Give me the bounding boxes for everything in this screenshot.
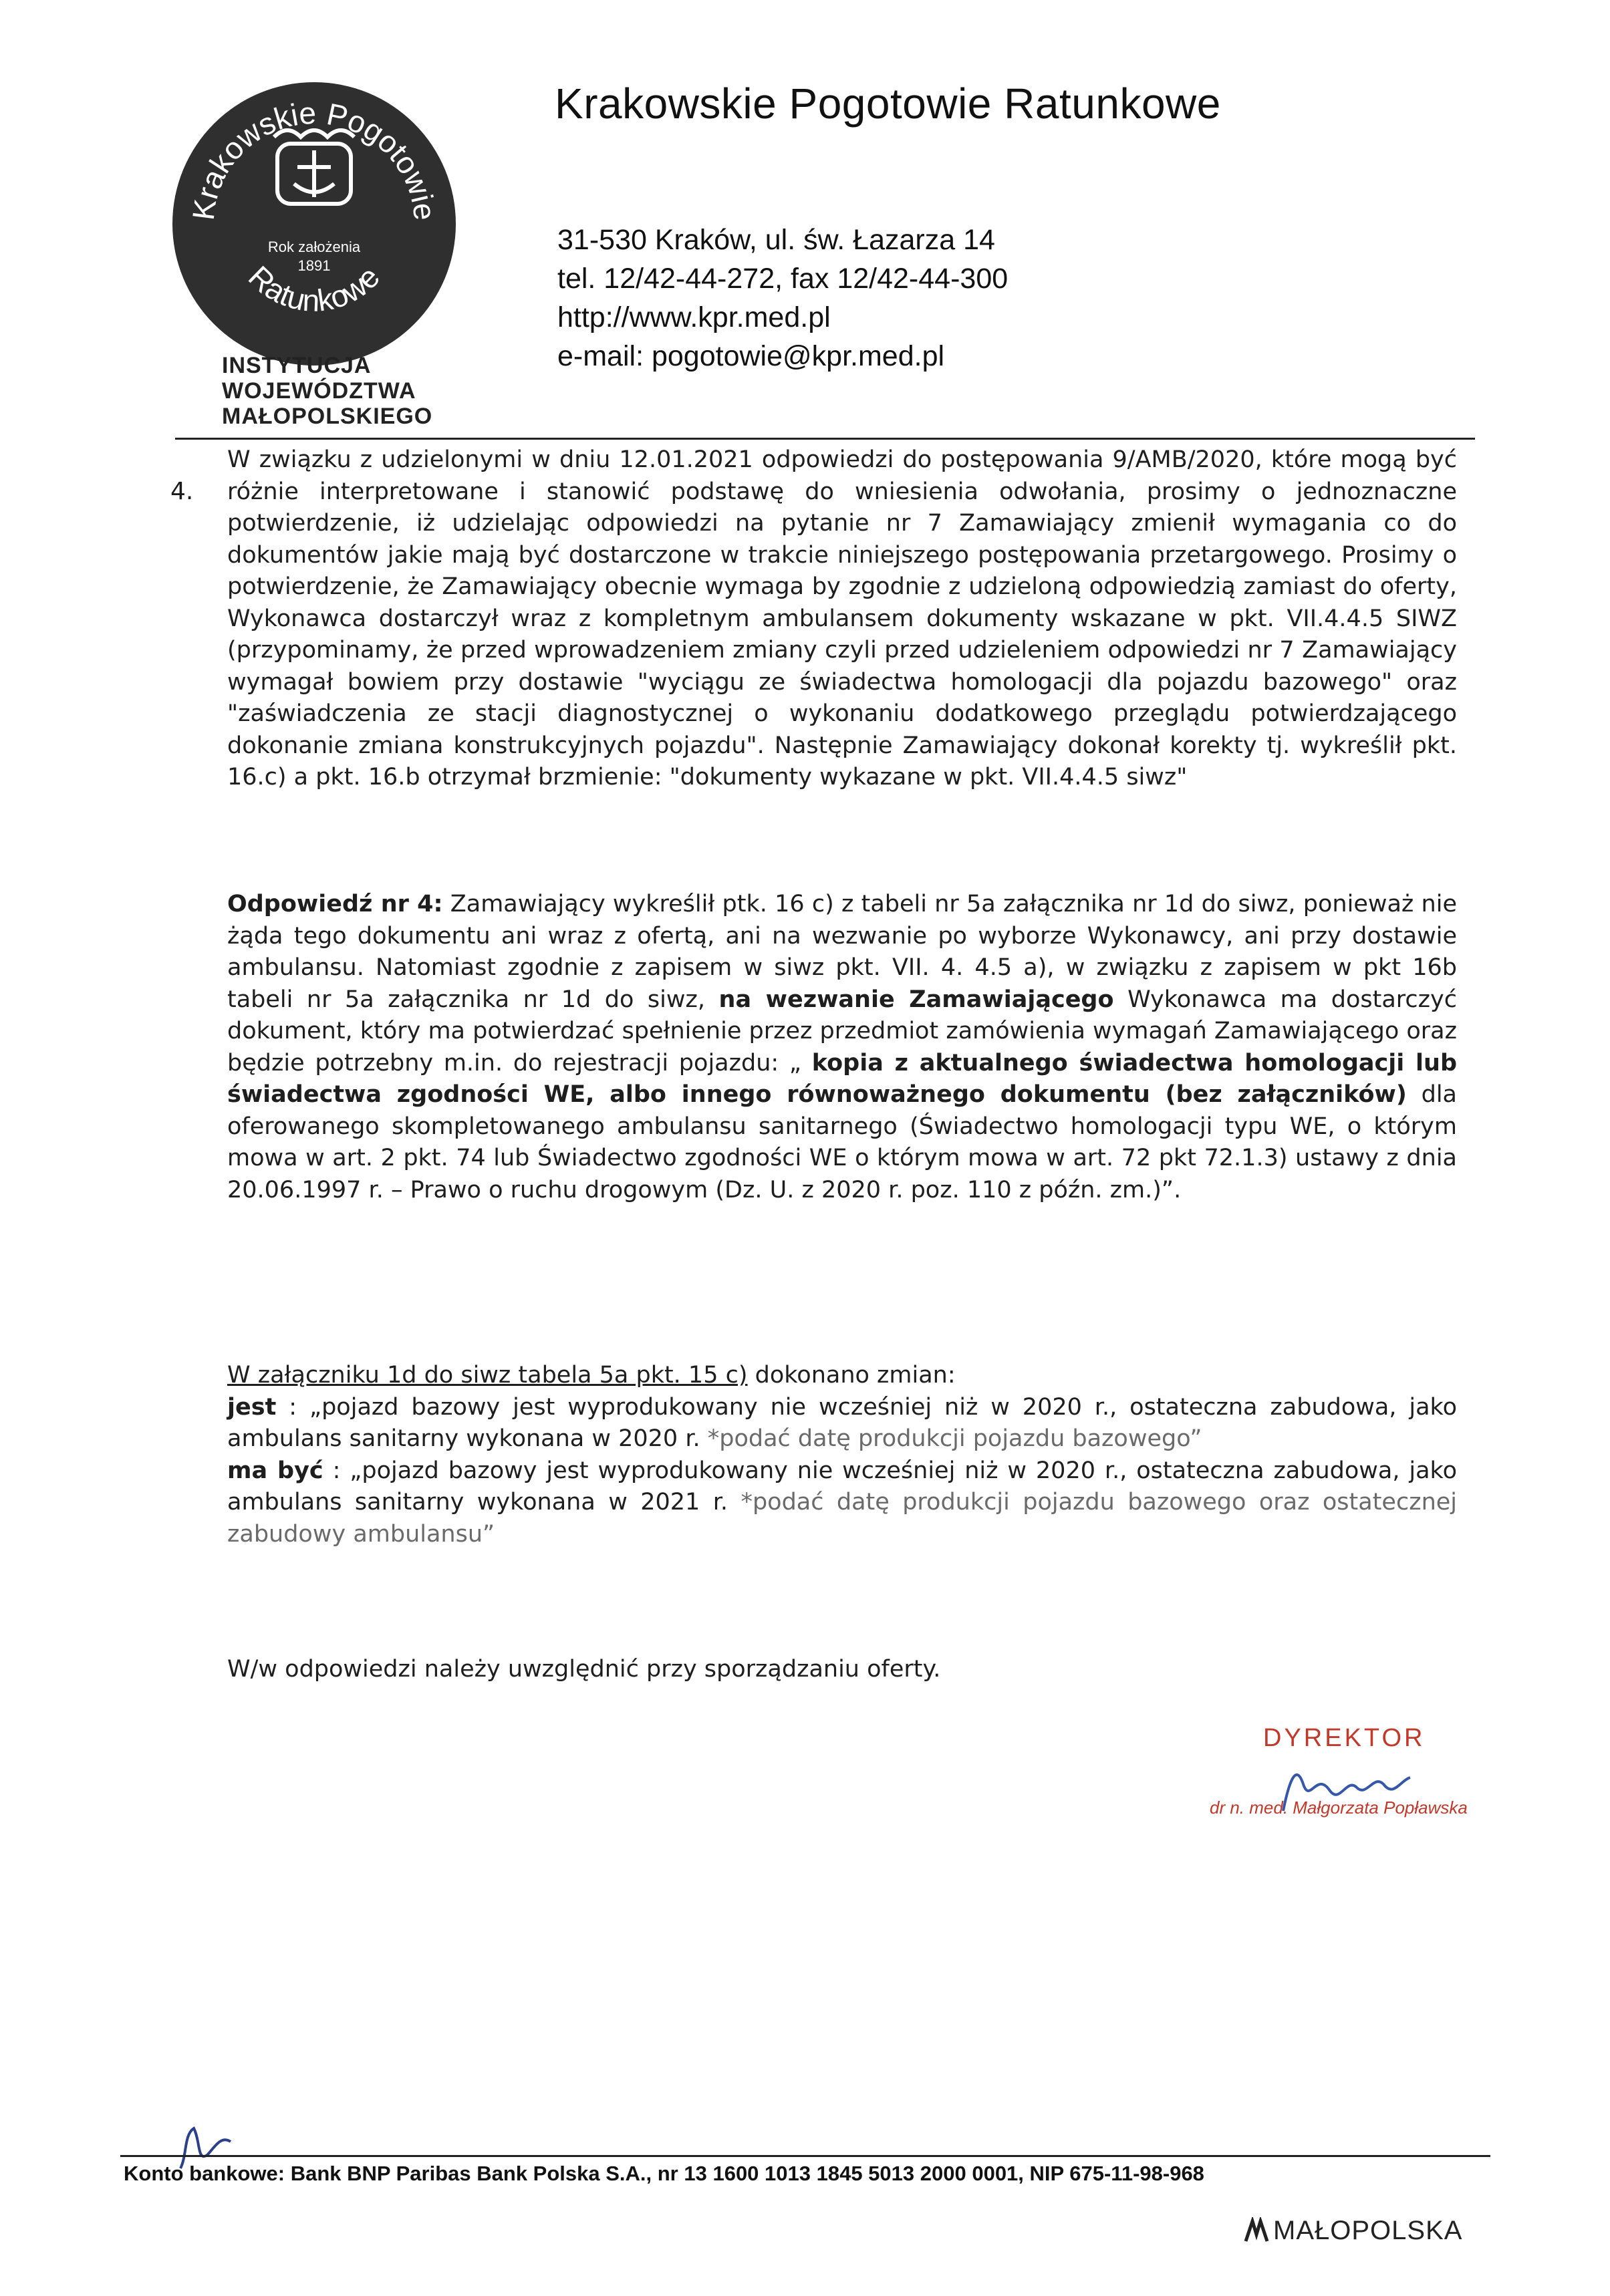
institution-label xyxy=(222,353,432,429)
item-number: 4. xyxy=(170,478,194,505)
institution-line: MAŁOPOLSKIEGO xyxy=(222,404,433,429)
answer-bold-2: kopia z aktualnego świadectwa homologacji lub świadectwa zgodności WE, albo innego równoważnego dokumentu (bez załączników) xyxy=(227,1049,1457,1108)
answer-bold-1: na wezwanie Zamawiającego xyxy=(718,986,1114,1013)
institution-line: WOJEWÓDZTWA xyxy=(222,378,416,404)
jest-label: jest xyxy=(227,1393,277,1421)
address: 31-530 Kraków, ul. św. Łazarza 14 xyxy=(557,224,995,256)
amendment-heading xyxy=(227,1360,1457,1392)
malopolska-logo-icon xyxy=(1243,2217,1270,2244)
ma-byc-note: *podać datę produkcji pojazdu bazowego oraz ostatecznej zabudowy ambulansu” xyxy=(227,1489,1458,1548)
question-paragraph: W związku z udzielonymi w dniu 12.01.2021 odpowiedzi do postępowania 9/AMB/2020, które mogą być różnie interpretowane i stanowić podstawę do wniesienia odwołania, prosimy o jednoznaczne potwierdzenie, iż udzielając odpowiedzi na pytanie nr 7 Zamawiający zmienił wymagania co do dokumentów jakie mają być dostarczone w trakcie niniejszego postępowania przetargowego. Prosimy o potwierdzenie, że Zamawiający obecnie wymaga by zgodnie z udzieloną odpowiedzią zamiast do oferty, Wykonawca dostarczył wraz z kompletnym ambulansem dokumenty wskazane w pkt. VII.4.4.5 SIWZ (przypominamy, że przed wprowadzeniem zmiany czyli przed udzieleniem odpowiedzi nr 7 Zamawiający wymagał bowiem przy dostawie "wyciągu ze świadectwa homologacji dla pojazdu bazowego" oraz "zaświadczenia ze stacji diagnostycznej o wykonaniu dodatkowego przeglądu potwierdzającego dokonanie zmiana konstrukcyjnych pojazdu". Następnie Zamawiający dokonał korekty tj. wykreślił pkt. 16.c) a pkt. 16.b otrzymał brzmienie: "dokumenty wykazane w pkt. VII.4.4.5 siwz" xyxy=(227,446,1457,791)
amendment-heading-ref: W załączniku 1d do siwz tabela 5a pkt. 15 c) xyxy=(227,1362,748,1389)
closing-sentence: W/w odpowiedzi należy uwzględnić przy sporządzaniu oferty. xyxy=(227,1656,941,1683)
footer-divider xyxy=(120,2155,1490,2157)
contact-block xyxy=(557,221,1008,376)
bank-account-info: Konto bankowe: Bank BNP Paribas Bank Polska S.A., nr 13 1600 1013 1845 5013 2000 0001, NIP 675-11-98-968 xyxy=(124,2162,1204,2185)
answer-text-1: Zamawiający wykreślił ptk. 16 c) z tabeli nr 5a załącznika nr 1d do siwz, ponieważ nie żąda tego dokumentu ani wraz z ofertą, ani na wezwanie po wyborze Wykonawcy, ani przy dostawie ambulansu. Natomiast zgodnie z zapisem w siwz pkt. VII. 4. 4.5 a), w związku z zapisem w pkt 16b tabeli nr 5a załącznika nr 1d do siwz, xyxy=(227,891,1457,1013)
amendment-jest xyxy=(227,1392,1457,1455)
ma-byc-text: : „pojazd bazowy jest wyprodukowany nie wcześniej niż w 2020 r., ostateczna zabudowa, jako ambulans sanitarny wykonana w 2021 r. xyxy=(227,1457,1457,1516)
jest-text: : „pojazd bazowy jest wyprodukowany nie wcześniej niż w 2020 r., ostateczna zabudowa, jako ambulans sanitarny wykonana w 2020 r. xyxy=(227,1393,1457,1452)
website-link[interactable]: http://www.kpr.med.pl xyxy=(557,301,831,333)
answer-paragraph xyxy=(227,889,1457,1206)
stamp-title: DYREKTOR xyxy=(1263,1724,1426,1752)
amendment-ma-byc xyxy=(227,1455,1457,1551)
seal-founded-year: 1891 xyxy=(297,257,331,274)
phone-fax: tel. 12/42-44-272, fax 12/42-44-300 xyxy=(557,263,1009,295)
seal-top-text: Krakowskie Pogotowie xyxy=(185,95,443,223)
organization-seal-logo xyxy=(167,77,461,371)
stamp-name: dr n. med. Małgorzata Popławska xyxy=(1210,1798,1468,1818)
answer-label: Odpowiedź nr 4: xyxy=(227,891,443,917)
institution-line: INSTYTUCJA xyxy=(222,353,372,378)
seal-bottom-text: Ratunkowe xyxy=(241,259,386,318)
header-divider xyxy=(175,438,1475,440)
amendment-block xyxy=(227,1360,1457,1550)
malopolska-logo-text: MAŁOPOLSKA xyxy=(1273,2216,1463,2245)
jest-note: *podać datę produkcji pojazdu bazowego” xyxy=(707,1425,1202,1452)
ma-byc-label: ma być xyxy=(227,1457,323,1484)
seal-founded-label: Rok założenia xyxy=(267,239,361,255)
email-link[interactable]: e-mail: pogotowie@kpr.med.pl xyxy=(557,340,945,372)
answer-text-2: Wykonawca ma dostarczyć dokument, który ma potwierdzać spełnienie przez przedmiot zamówienia wymagań Zamawiającego oraz będzie potrzebny m.in. do rejestracji pojazdu: „ xyxy=(227,986,1457,1077)
organization-name: Krakowskie Pogotowie Ratunkowe xyxy=(555,80,1221,128)
amendment-heading-rest: dokonano zmian: xyxy=(747,1362,956,1389)
answer-text-3: dla oferowanego skompletowanego ambulansu sanitarnego (Świadectwo homologacji typu WE, o którym mowa w art. 2 pkt. 74 lub Świadectwo zgodności WE o którym mowa w art. 72 pkt 72.1.3) ustawy z dnia 20.06.1997 r. – Prawo o ruchu drogowym (Dz. U. z 2020 r. poz. 110 z późn. zm.)”. xyxy=(227,1081,1458,1203)
